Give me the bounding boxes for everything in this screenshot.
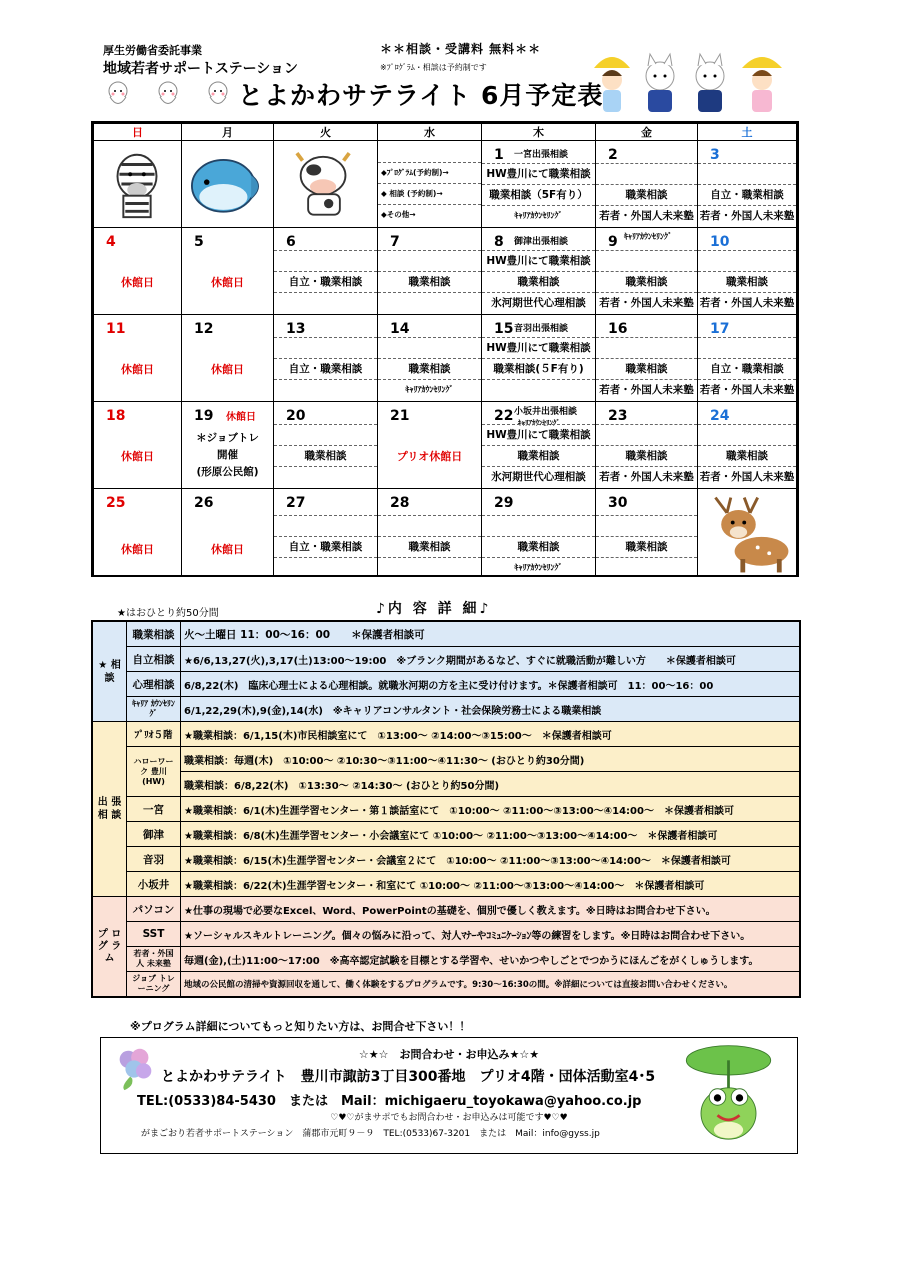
day-number: 27 (286, 495, 306, 511)
calendar (91, 121, 799, 577)
group-program: プ ロ グ ラ ム (93, 897, 127, 997)
header-reservation-note: ※ﾌﾟﾛｸﾞﾗﾑ・相談は予約制です (380, 63, 487, 72)
row-label: SST (127, 922, 181, 947)
row-text: ★ソーシャルスキルトレーニング。個々の悩みに沿って、対人ﾏﾅｰやｺﾐｭﾆｹｰｼｮﾝ等の練習をします。※日時はお問合わせ下さい。 (181, 922, 800, 947)
day-number: 15 (494, 321, 514, 337)
schedule-item: 自立・職業相談 (698, 358, 796, 379)
day-number: 22 (494, 408, 514, 424)
jobtraining-event: ＊ジョブトレ (196, 432, 259, 444)
row-text: ★職業相談：6/8(木)生涯学習センター・小会議室にて ①10:00～ ②11:00～③13:00～④14:00～ ＊保護者相談可 (181, 822, 800, 847)
schedule-item: 職業相談 (482, 271, 595, 292)
schedule-item: 職業相談 (698, 445, 796, 466)
schedule-item: ｷｬﾘｱｶｳﾝｾﾘﾝｸﾞ (624, 232, 672, 241)
day-number: 18 (106, 408, 126, 424)
closed-label: 休館日 (121, 450, 154, 463)
zebra-illustration (98, 145, 176, 223)
schedule-item: ｷｬﾘｱｶｳﾝｾﾘﾝｸﾞ (518, 419, 560, 427)
contact-box (100, 1037, 798, 1154)
day-number: 20 (286, 408, 306, 424)
details-title: ♪内 容 詳 細♪ (376, 601, 492, 617)
day-number: 9 (608, 234, 618, 250)
day-number: 2 (608, 147, 618, 163)
row-text: ★職業相談：6/22(木)生涯学習センター・和室にて ①10:00～ ②11:00～③13:00～④14:00～ ＊保護者相談可 (181, 872, 800, 897)
row-text: 毎週(金),(土)11:00～17:00 ※高卒認定試験を目標とする学習や、せいかつやしごとでつかうにほんごをがくしゅうします。 (181, 947, 800, 972)
day-number: 28 (390, 495, 410, 511)
schedule-item: 職業相談 (378, 358, 481, 379)
schedule-item: ｷｬﾘｱｶｳﾝｾﾘﾝｸﾞ (378, 379, 481, 400)
schedule-empty (698, 163, 796, 184)
jobtraining-place: (形原公民館) (196, 466, 259, 478)
row-label: 音羽 (127, 847, 181, 872)
details-table (91, 620, 801, 998)
gamasapo-note: ♡♥♡がまサポでもお問合わせ・お申込みは可能です♥♡♥ (330, 1113, 568, 1123)
weekday-mon: 月 (182, 124, 274, 141)
header-free-note: ＊＊相談・受講料 無料＊＊ (380, 42, 542, 56)
day-number: 26 (194, 495, 214, 511)
row-label: ハローワーク 豊川(HW) (127, 747, 181, 797)
day-number: 5 (194, 234, 204, 250)
row-text: 6/8,22(木) 臨床心理士による心理相談。就職氷河期の方を主に受け付けます。＊保護者相談可 11：00～16：00 (181, 672, 800, 697)
row-label: ｷｬﾘｱ ｶｳﾝｾﾘﾝｸﾞ (127, 697, 181, 722)
group-shutcho: 出 張 相 談 (93, 722, 127, 897)
closed-label: 休館日 (211, 363, 244, 376)
schedule-item: 自立・職業相談 (274, 536, 377, 557)
branch-consult: 小坂井出張相談 (514, 407, 578, 417)
schedule-item: 職業相談 (596, 184, 697, 205)
schedule-item: HW豊川にて職業相談 (482, 424, 595, 445)
day-number: 4 (106, 234, 116, 250)
schedule-item: ｷｬﾘｱｶｳﾝｾﾘﾝｸﾞ (482, 205, 595, 226)
program-note: ※プログラム詳細についてもっと知りたい方は、お問合せ下さい！！ (130, 1020, 471, 1033)
schedule-item: 自立・職業相談 (274, 271, 377, 292)
row-label: 心理相談 (127, 672, 181, 697)
row-text: 地域の公民館の清掃や資源回収を通して、働く体験をするプログラムです。9:30～16:30の間。※詳細については直接お問い合わせください。 (181, 972, 800, 997)
deer-illustration (702, 491, 798, 579)
row-text: ★職業相談：6/1,15(木)市民相談室にて ①13:00～ ②14:00～③15:00～ ＊保護者相談可 (181, 722, 800, 747)
schedule-item: 自立・職業相談 (698, 184, 796, 205)
row-label: 職業相談 (127, 622, 181, 647)
header-org: 厚生労働省委託事業 (103, 44, 202, 57)
schedule-item: 職業相談 (596, 271, 697, 292)
legend-other: ◆その他→ (378, 204, 481, 225)
day-number: 21 (390, 408, 410, 424)
schedule-item: 職業相談 (378, 536, 481, 557)
day-number: 30 (608, 495, 628, 511)
day-number: 7 (390, 234, 400, 250)
branch-consult: 一宮出張相談 (514, 150, 569, 160)
row-text: ★職業相談：6/1(木)生涯学習センター・第１談話室にて ①10:00～ ②11:00～③13:00～④14:00～ ＊保護者相談可 (181, 797, 800, 822)
row-text: ★仕事の現場で必要なExcel、Word、PowerPointの基礎を、個別で優しく教えます。※日時はお問合わせ下さい。 (181, 897, 800, 922)
legend-consult: ◆ 相談 (予約制)→ (378, 183, 481, 204)
schedule-empty (596, 163, 697, 184)
schedule-item: 職業相談 (596, 358, 697, 379)
schedule-item: HW豊川にて職業相談 (482, 250, 595, 271)
doll-icon (204, 80, 232, 110)
schedule-item: 若者・外国人未来塾 (596, 292, 697, 313)
schedule-item: HW豊川にて職業相談 (482, 337, 595, 358)
closed-label: 休館日 (121, 363, 154, 376)
day-number: 3 (710, 147, 720, 163)
day-number: 1 (494, 147, 504, 163)
closed-label: 休館日 (211, 276, 244, 289)
row-label: 一宮 (127, 797, 181, 822)
day-number: 6 (286, 234, 296, 250)
schedule-item: 若者・外国人未来塾 (698, 205, 796, 226)
prio-closed-label: プリオ休館日 (396, 450, 463, 463)
cow-illustration (282, 145, 366, 221)
schedule-item: 職業相談 (378, 271, 481, 292)
row-text: 職業相談：毎週(木) ①10:00～ ②10:30～③11:00～④11:30～ (おひとり約30分間) (181, 747, 800, 772)
frog-illustration (681, 1042, 776, 1152)
fish-illustration (186, 147, 270, 221)
row-text: ★職業相談：6/15(木)生涯学習センター・会議室２にて ①10:00～ ②11:00～③13:00～④14:00～ ＊保護者相談可 (181, 847, 800, 872)
day-number: 29 (494, 495, 514, 511)
day-number: 11 (106, 321, 126, 337)
weekday-sat: 土 (698, 124, 797, 141)
day-number: 8 (494, 234, 504, 250)
day-number: 19 (194, 408, 214, 424)
day-number: 17 (710, 321, 730, 337)
schedule-item: 自立・職業相談 (274, 358, 377, 379)
weekday-sun: 日 (94, 124, 182, 141)
contact-heading: ☆★☆ お問合わせ・お申込み★☆★ (358, 1048, 540, 1061)
branch-consult: 御津出張相談 (514, 237, 569, 247)
closed-label: 休館日 (211, 543, 244, 556)
group-soudan: ★ 相 談 (93, 622, 127, 722)
row-label: ﾌﾟﾘｵ５階 (127, 722, 181, 747)
row-text: 火～土曜日 11：00～16：00 ＊保護者相談可 (181, 622, 800, 647)
schedule-item: 若者・外国人未来塾 (596, 379, 697, 400)
gamagori-contact: がまごおり若者サポートステーション 蒲郡市元町９－９ TEL:(0533)67-3201 または Mail：info@gyss.jp (141, 1129, 600, 1139)
closed-label: 休館日 (121, 276, 154, 289)
day-number: 14 (390, 321, 410, 337)
schedule-item: 職業相談 (274, 445, 377, 466)
schedule-item: 若者・外国人未来塾 (596, 205, 697, 226)
row-label: 若者・外国人 未来塾 (127, 947, 181, 972)
schedule-item: 若者・外国人未来塾 (698, 292, 796, 313)
day-number: 25 (106, 495, 126, 511)
row-label: ジョブ トレーニング (127, 972, 181, 997)
characters-illustration (590, 46, 800, 118)
weekday-wed: 水 (378, 124, 482, 141)
day-number: 24 (710, 408, 730, 424)
schedule-item: 若者・外国人未来塾 (698, 379, 796, 400)
closed-label: 休館日 (121, 543, 154, 556)
legend-program: ◆ﾌﾟﾛｸﾞﾗﾑ(予約制)→ (378, 162, 481, 183)
schedule-item: 氷河期世代心理相談 (482, 466, 595, 487)
row-label: 御津 (127, 822, 181, 847)
row-text: 6/1,22,29(木),9(金),14(水) ※キャリアコンサルタント・社会保険労務士による職業相談 (181, 697, 800, 722)
doll-icon (104, 80, 132, 110)
row-text: ★6/6,13,27(火),3,17(土)13:00～19:00 ※ブランク期間があるなど、すぐに就職活動が難しい方 ＊保護者相談可 (181, 647, 800, 672)
doll-icon (154, 80, 182, 110)
weekday-thu: 木 (482, 124, 596, 141)
jobtraining-event: 開催 (217, 449, 238, 461)
schedule-item: 若者・外国人未来塾 (596, 466, 697, 487)
weekday-tue: 火 (274, 124, 378, 141)
closed-label: 休館日 (226, 412, 256, 423)
header-station: 地域若者サポートステーション (103, 61, 299, 77)
star-note: ★はおひとり約50分間 (117, 608, 219, 619)
schedule-item: 氷河期世代心理相談 (482, 292, 595, 313)
schedule-item: 若者・外国人未来塾 (698, 466, 796, 487)
day-number: 23 (608, 408, 628, 424)
day-number: 13 (286, 321, 306, 337)
schedule-item: HW豊川にて職業相談 (482, 163, 595, 184)
schedule-item: 職業相談 (596, 536, 697, 557)
row-label: 小坂井 (127, 872, 181, 897)
schedule-item: ｷｬﾘｱｶｳﾝｾﾘﾝｸﾞ (482, 557, 595, 578)
branch-consult: 音羽出張相談 (514, 324, 569, 334)
row-label: 自立相談 (127, 647, 181, 672)
schedule-item: 職業相談（5F有り） (482, 184, 595, 205)
schedule-item: 職業相談(５F有り) (482, 358, 595, 379)
page-title: とよかわサテライト 6月予定表 (238, 81, 604, 110)
contact-address: とよかわサテライト 豊川市諏訪3丁目300番地 プリオ4階・団体活動室4･5 (161, 1069, 656, 1085)
row-label: パソコン (127, 897, 181, 922)
schedule-item: 職業相談 (698, 271, 796, 292)
schedule-item: 職業相談 (482, 536, 595, 557)
row-text: 職業相談：6/8,22(木) ①13:30～ ②14:30～ (おひとり約50分間) (181, 772, 800, 797)
day-number: 16 (608, 321, 628, 337)
schedule-item: 職業相談 (482, 445, 595, 466)
contact-tel-mail: TEL:(0533)84-5430 または Mail：michigaeru_toyokawa@yahoo.co.jp (137, 1094, 642, 1109)
day-number: 10 (710, 234, 730, 250)
schedule-item: 職業相談 (596, 445, 697, 466)
weekday-fri: 金 (596, 124, 698, 141)
day-number: 12 (194, 321, 214, 337)
